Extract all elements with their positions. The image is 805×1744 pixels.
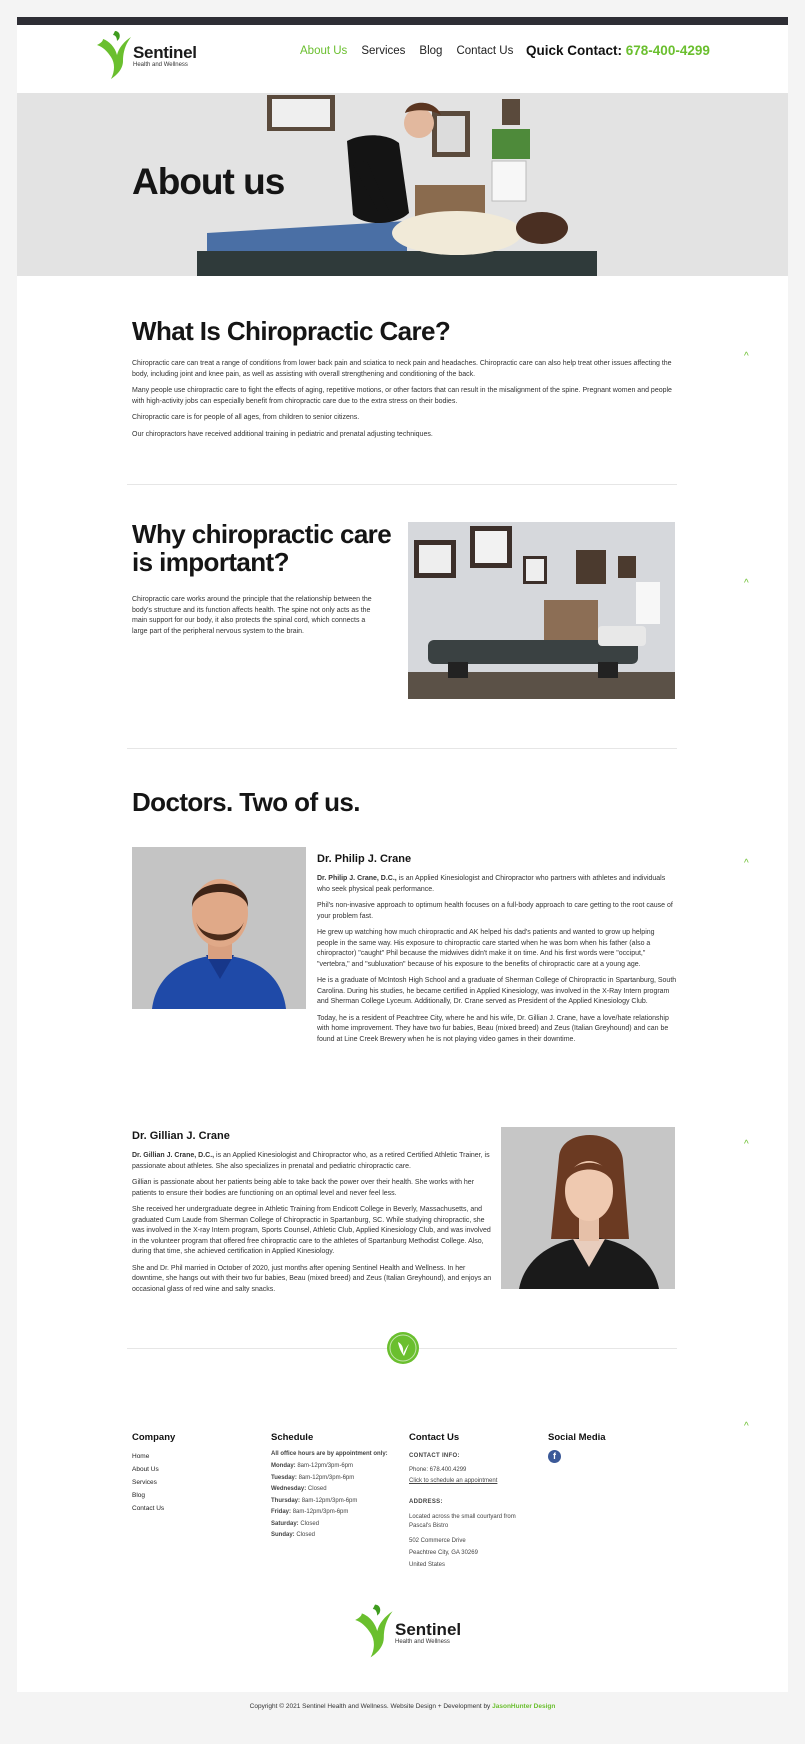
contact-info-label: CONTACT INFO: [409, 1453, 460, 1459]
schedule-appointment-link[interactable]: Click to schedule an appointment [409, 1478, 498, 1484]
chevron-up-icon[interactable]: ^ [744, 858, 749, 869]
footer-logo[interactable] [353, 1602, 463, 1662]
footer-company-title: Company [132, 1432, 176, 1443]
schedule-hours: 8am-12pm/3pm-6pm [297, 1463, 354, 1469]
designer-credit-link[interactable]: JasonHunter Design [492, 1703, 556, 1710]
section-why-title-line1: Why chiropractic care [132, 519, 392, 549]
dr-gillian-bio [132, 1151, 492, 1301]
paragraph: Phil's non-invasive approach to optimum health focuses on a full-body approach to care getting to the root cause of your problem fast. [317, 902, 673, 920]
paragraph [132, 1151, 492, 1172]
footer-logo-name: Sentinel [395, 1620, 462, 1639]
nav-blog[interactable]: Blog [419, 45, 443, 57]
schedule-hours: 8am-12pm/3pm-6pm [292, 1509, 349, 1515]
page [17, 17, 788, 1732]
dr-gillian-name: Dr. Gillian J. Crane [132, 1130, 230, 1142]
schedule-row [271, 1473, 396, 1485]
dr-philip-name: Dr. Philip J. Crane [317, 853, 412, 865]
heron-logo-icon [95, 29, 135, 81]
chevron-up-icon[interactable]: ^ [744, 1421, 749, 1432]
footer-company [132, 1431, 175, 1515]
quick-contact [526, 43, 710, 58]
address-line: United States [409, 1562, 446, 1568]
quick-contact-phone[interactable]: 678-400-4299 [625, 43, 710, 58]
footer-logo-tagline: Health and Wellness [395, 1639, 450, 1645]
section-why-title-line2: is important? [132, 547, 289, 577]
chevron-up-icon[interactable]: ^ [744, 1139, 749, 1150]
lead-text: is an Applied Kinesiologist and Chiropractor who partners with athletes and individuals who seek physical peak performance. [317, 875, 666, 893]
address-line: 502 Commerce Drive [409, 1538, 466, 1544]
footer-social [548, 1431, 606, 1464]
chevron-up-icon[interactable]: ^ [744, 578, 749, 589]
main-nav [300, 45, 513, 57]
copyright-text: Copyright © 2021 Sentinel Health and Wellness. Website Design + Development by [249, 1703, 493, 1710]
leaf-badge-icon [387, 1332, 419, 1364]
section-what-is-text [132, 359, 677, 446]
footer-social-title: Social Media [548, 1432, 606, 1443]
copyright-bar [17, 1692, 788, 1732]
nav-about-us[interactable]: About Us [300, 45, 348, 57]
logo-name: Sentinel [133, 43, 197, 62]
schedule-hours: 8am-12pm/3pm-6pm [298, 1474, 355, 1481]
schedule-row [271, 1461, 396, 1473]
lead-text: is an Applied Kinesiologist and Chiropractor who, as a retired Certified Athletic Trainer, is passionate about athletes. She also specializes in prenatal and pediatric chiropractic care. [132, 1152, 490, 1170]
footer-link-contact[interactable]: Contact Us [132, 1505, 165, 1512]
facebook-icon[interactable]: f [548, 1450, 561, 1463]
paragraph [317, 874, 677, 895]
schedule-hours: Closed [296, 1532, 316, 1538]
bold-lead: Dr. Philip J. Crane, D.C., [317, 875, 397, 882]
paragraph: Gillian is passionate about her patients being able to take back the power over their health. She works with her patients to ensure their bodies are functioning on an optimal level and never feel less. [132, 1179, 475, 1197]
paragraph: Today, he is a resident of Peachtree City, where he and his wife, Dr. Gillian J. Crane, have a love/hate relationship with home improvement. They have two fur babies, Beau (mixed breed) and Zeus (Italian Greyhound) and can be found at Line Creek Brewery when he is not playing video games in their downtime. [317, 1014, 669, 1043]
section-doctors-title: Doctors. Two of us. [132, 787, 360, 817]
section-divider [127, 484, 677, 485]
hero-title: About us [132, 161, 285, 202]
schedule-day: Friday: [271, 1509, 292, 1515]
schedule-day: Tuesday: [271, 1474, 297, 1481]
paragraph: Our chiropractors have received additional training in pediatric and prenatal adjusting techniques. [132, 430, 433, 438]
dr-gillian-photo [501, 1127, 675, 1289]
footer-link-about[interactable]: About Us [132, 1466, 159, 1473]
heron-logo-icon [353, 1602, 397, 1660]
schedule-day: Monday: [271, 1463, 296, 1469]
footer-contact-title: Contact Us [409, 1432, 460, 1443]
site-logo[interactable] [95, 29, 205, 81]
chevron-up-icon[interactable]: ^ [744, 351, 749, 362]
address-label: ADDRESS: [409, 1499, 443, 1505]
schedule-row [271, 1507, 396, 1519]
schedule-row [271, 1484, 396, 1496]
nav-services[interactable]: Services [361, 45, 406, 57]
address-note: Located across the small courtyard from Pascal's Bistro [409, 1514, 516, 1529]
footer-schedule-title: Schedule [271, 1432, 314, 1443]
paragraph: Chiropractic care can treat a range of conditions from lower back pain and sciatica to neck pain and headaches. Chiropractic care can also help treat other issues affecting the body, including joint and knee pain, as well as assisting with overall strengthening and conditioning of the back. [132, 360, 672, 378]
quick-contact-label: Quick Contact: [526, 43, 623, 58]
bold-lead: Dr. Gillian J. Crane, D.C., [132, 1152, 215, 1159]
schedule-hours: 8am-12pm/3pm-6pm [301, 1497, 358, 1504]
section-what-is-title: What Is Chiropractic Care? [132, 316, 451, 346]
dr-philip-bio [317, 874, 677, 1051]
schedule-row [271, 1530, 396, 1542]
paragraph: Many people use chiropractic care to fight the effects of aging, repetitive motions, or other factors that can result in the misalignment of the spine. Pregnant women and people with high-activity jobs can especially benefit from chiropractic care due to the extra stress on their bodies. [132, 387, 672, 405]
paragraph: Chiropractic care works around the principle that the relationship between the body's structure and its function affects health. The spine not only acts as the main support for our body, it also protects the spinal cord, which connects a large part of the peripheral nervous system to the brain. [132, 596, 372, 635]
logo-tagline: Health and Wellness [133, 62, 188, 68]
office-room-image [408, 522, 675, 699]
paragraph: He is a graduate of McIntosh High School and a graduate of Sherman College of Chiropractic in Spartanburg, South Carolina. During his studies, he became certified in Applied Kinesiology, was involved in the X-Ray Intern program and Sherman College Lyceum. Additionally, Dr. Crane served as President of the Applied Kinesiology Club. [317, 977, 677, 1005]
dr-philip-portrait [132, 847, 306, 1009]
schedule-row [271, 1496, 396, 1508]
footer-link-services[interactable]: Services [132, 1479, 157, 1486]
schedule-hours: Closed [307, 1486, 327, 1492]
footer-link-home[interactable]: Home [132, 1453, 150, 1460]
footer-schedule [271, 1431, 396, 1542]
hero-banner [17, 93, 788, 276]
section-why-title [132, 520, 402, 576]
dr-philip-photo [132, 847, 306, 1009]
schedule-day: Saturday: [271, 1520, 299, 1527]
schedule-day: Sunday: [271, 1532, 295, 1538]
schedule-note: All office hours are by appointment only: [271, 1451, 388, 1457]
address-line: Peachtree City, GA 30269 [409, 1550, 478, 1556]
site-header [17, 25, 788, 93]
paragraph: He grew up watching how much chiropractic and AK helped his dad's patients and wanted to grow up helping people in the same way. His exposure to chiropractic care started when he was born when his father (also a chiropractor) "caught" Phil because the midwives didn't make it on time. And his first words were "occiput," "vertebra," and "subluxation" because of his exposure to the benefits of chiropractic care at a young age. [317, 929, 655, 968]
nav-contact-us[interactable]: Contact Us [456, 45, 514, 57]
section-divider [127, 748, 677, 749]
footer-contact [409, 1431, 534, 1570]
schedule-day: Thursday: [271, 1497, 301, 1504]
top-bar [17, 17, 788, 25]
office-photo [408, 522, 675, 699]
footer-link-blog[interactable]: Blog [132, 1492, 146, 1499]
schedule-day: Wednesday: [271, 1486, 307, 1492]
schedule-hours: Closed [300, 1520, 320, 1527]
paragraph: She received her undergraduate degree in Athletic Training from Endicott College in Beverly, Massachusetts, and graduated Cum Laude from Sherman College of Chiropractic in Spartanburg, SC. While studying chiropractic, she was involved in the X-ray Intern program, Sports Counsel, Athletic Club, Applied Kinesiology Club, and was involved in the volunteer program that offered free chiropractic care to the athletes of Spartanburg Methodist College. Also, during that time, she achieved certification in Applied Kinesiology. [132, 1206, 491, 1255]
section-why-text [132, 595, 382, 643]
paragraph: She and Dr. Phil married in October of 2020, just months after opening Sentinel Health and Wellness. In her downtime, she hangs out with their two fur babies, Beau (mixed breed) and Zeus (Italian Greyhound), and enjoys an occasional glass of red wine and salty snacks. [132, 1264, 492, 1293]
paragraph: Chiropractic care is for people of all ages, from children to senior citizens. [132, 414, 360, 421]
schedule-row [271, 1519, 396, 1531]
dr-gillian-portrait [501, 1127, 675, 1289]
contact-phone[interactable]: Phone: 678.400.4299 [409, 1467, 467, 1473]
